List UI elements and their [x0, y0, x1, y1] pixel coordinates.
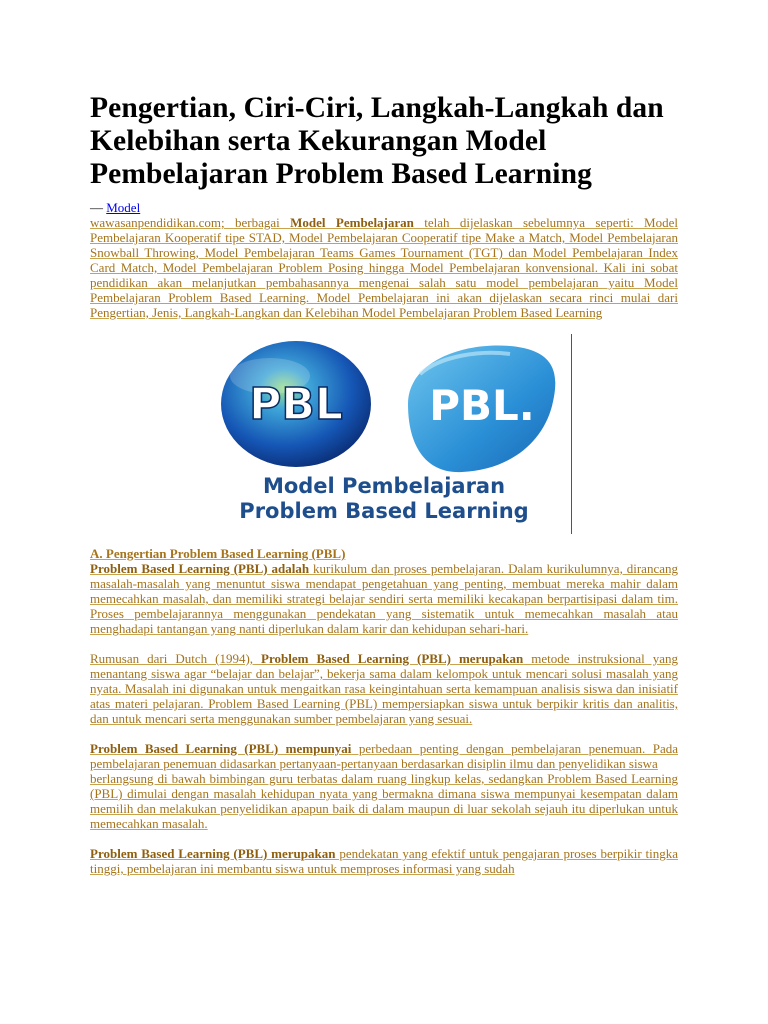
logo-right-text: PBL. — [429, 381, 535, 430]
p1-bold: Problem Based Learning (PBL) adalah — [90, 561, 310, 576]
p4-rest: pendekatan yang efektif untuk pengajaran proses berpikir tingka tinggi, pembelajaran ini membantu siswa untuk memproses informasi yang sudah — [90, 846, 678, 876]
meta-dash: — — [90, 200, 103, 215]
pbl-figure — [90, 334, 678, 534]
section-a-paragraph-2[interactable] — [90, 651, 678, 726]
p2-bold: Problem Based Learning (PBL) merupakan — [261, 651, 524, 666]
p2-lead: Rumusan dari Dutch (1994), — [90, 651, 262, 666]
p3-rest: perbedaan penting dengan pembelajaran penemuan. Pada pembelajaran penemuan didasarkan pertanyaan-pertanyaan berdasarkan disiplin ilmu dan penyelidikan siswa — [90, 741, 678, 771]
intro-rest: telah dijelaskan sebelumnya seperti: Model Pembelajaran Kooperatif tipe STAD, Model Pembelajaran Cooperatif tipe Make a Match, Model Pembelajaran Snowball Throwing, Model Pembelajaran Teams Games Tournament (TGT) dan Model Pembelajaran Index Card Match, Model Pembelajaran Problem Posing hingga Model Pembelajaran konvensional. Kali ini sobat pendidikan akan melanjutkan pembahasannya mengenai salah satu model pembelajaran yaitu Model Pembelajaran Problem Based Learning. Model Pembelajaran ini akan dijelaskan secara rinci mulai dari Pengertian, Jenis, Langkah-Langkan dan Kelebihan Model Pembelajaran Problem Based Learning — [90, 215, 679, 320]
pbl-sphere-logo — [221, 341, 371, 467]
section-a-heading[interactable]: A. Pengertian Problem Based Learning (PBL) — [90, 546, 346, 561]
article — [90, 92, 678, 876]
logo-left-text: PBL — [249, 379, 343, 430]
category-link[interactable]: Model — [106, 200, 141, 215]
section-a-paragraph-3[interactable] — [90, 741, 678, 771]
post-meta — [90, 201, 678, 215]
figure-caption-line1: Model Pembelajaran — [262, 474, 506, 498]
intro-paragraph[interactable] — [90, 215, 678, 320]
figure-caption-line2: Problem Based Learning — [239, 499, 529, 523]
p4-bold: Problem Based Learning (PBL) merupakan — [90, 846, 336, 861]
intro-lead: wawasanpendidikan.com; berbagai — [90, 215, 291, 230]
intro-bold: Model Pembelajaran — [290, 215, 414, 230]
p1-rest: kurikulum dan proses pembelajaran. Dalam kurikulumnya, dirancang masalah-masalah yang menuntut siswa mendapat pengetahuan yang penting, membuat mereka mahir dalam memecahkan masalah, dan memiliki strategi belajar sendiri serta memiliki kecakapan berpartisipasi dalam tim. Proses pembelajarannya menggunakan pendekatan yang sistematik untuk memecahkan masalah atau menghadapi tantangan yang nanti diperlukan dalam karir dan kehidupan sehari-hari. — [90, 561, 678, 636]
section-a-paragraph-3-cont[interactable]: berlangsung di bawah bimbingan guru terbatas dalam ruang lingkup kelas, sedangkan Problem Based Learning (PBL) dimulai dengan masalah kehidupan nyata yang bermakna dimana siswa mempunyai kesempatan dalam memilih dan melakukan penyelidikan apapun baik di dalam maupun di luar sekolah sejauh itu diperlukan untuk memecahkan masalah. — [90, 771, 678, 831]
section-a-paragraph-4[interactable] — [90, 846, 678, 876]
p3-bold: Problem Based Learning (PBL) mempunyai — [90, 741, 352, 756]
p2-rest: metode instruksional yang menantang siswa agar “belajar dan belajar”, bekerja sama dalam kelompok untuk mencari solusi masalah yang nyata. Masalah ini digunakan untuk mengaitkan rasa keingintahuan serta kemampuan analisis siswa dan inisiatif atas materi pelajaran. Problem Based Learning (PBL) mempersiapkan siswa untuk berpikir kritis dan analitis, dan untuk mencari serta menggunakan sumber pembelajaran yang sesuai. — [90, 651, 678, 726]
page-title: Pengertian, Ciri-Ciri, Langkah-Langkah dan Kelebihan serta Kekurangan Model Pembelajaran Problem Based Learning — [90, 92, 664, 190]
pbl-bubble-logo — [408, 345, 555, 472]
section-a-paragraph-1[interactable] — [90, 561, 678, 636]
